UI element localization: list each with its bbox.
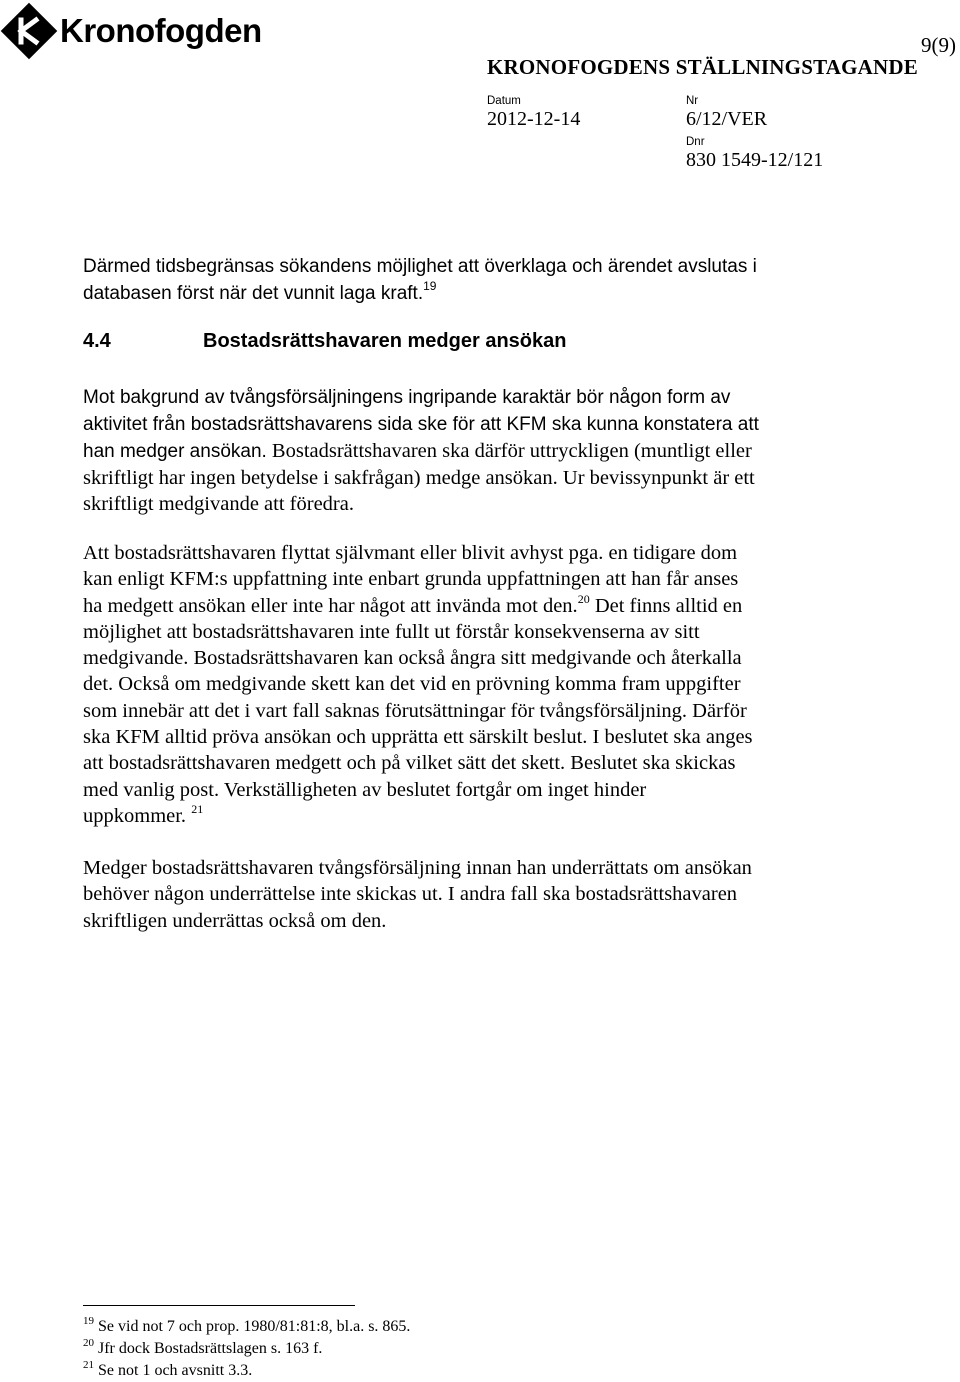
- intro-paragraph: [83, 254, 863, 307]
- text-line: att bostadsrättshavaren medgett och på vilket sätt det skett. Beslutet ska skickas: [83, 752, 736, 775]
- text-line: [83, 593, 863, 619]
- text-line: Att bostadsrättshavaren flyttat självmant eller blivit avhyst pga. en tidigare dom: [83, 542, 738, 564]
- datum-value: 2012-12-14: [487, 108, 581, 130]
- text-line-content: skriftligt har ingen betydelse i sakfrågan) medge ansökan.: [83, 466, 558, 489]
- nr-label: Nr: [686, 95, 699, 107]
- text-line: ska KFM alltid pröva ansökan och upprätta ett särskilt beslut. I beslutet ska anges: [83, 726, 753, 749]
- footnote-19: [83, 1314, 411, 1336]
- text-line: det. Också om medgivande skett kan det vid en prövning komma fram uppgifter: [83, 673, 741, 696]
- text-line: [83, 281, 863, 308]
- text-line: skriftligen underrättas också om den.: [83, 909, 387, 932]
- text-line-content: ha medgett ansökan eller inte har något att invända mot den.: [83, 594, 578, 617]
- paragraph-3: [83, 855, 863, 934]
- text-line: [83, 438, 863, 465]
- nr-value: 6/12/VER: [686, 108, 768, 130]
- text-line: skriftligt medgivande att föredra.: [83, 492, 354, 515]
- section-number: 4.4: [83, 330, 111, 352]
- text-line: [83, 803, 863, 829]
- text-line: kan enligt KFM:s uppfattning inte enbart grunda uppfattningen att han får anses: [83, 568, 739, 591]
- text-line: medgivande. Bostadsrättshavaren kan också ångra sitt medgivande och återkalla: [83, 647, 742, 670]
- footnote-number: 21: [83, 1358, 94, 1371]
- footnote-21: [83, 1358, 253, 1380]
- dnr-label: Dnr: [686, 136, 705, 148]
- text-line-content: han medger ansökan.: [83, 441, 267, 462]
- text-line-content: databasen först när det vunnit laga kraft.: [83, 282, 424, 304]
- paragraph-1: [83, 385, 863, 517]
- paragraph-2: [83, 540, 863, 829]
- text-line: som innebär att det i vart fall saknas förutsättningar för tvångsförsäljning. Därför: [83, 699, 747, 722]
- text-line-content: Ur bevissynpunkt är ett: [557, 466, 755, 489]
- footnote-ref: 21: [191, 802, 204, 817]
- text-line: Medger bostadsrättshavaren tvångsförsäljning innan han underrättats om ansökan: [83, 857, 752, 879]
- text-line: aktivitet från bostadsrättshavarens sida ske för att KFM ska kunna konstatera att: [83, 413, 759, 435]
- document-heading: KRONOFOGDENS STÄLLNINGSTAGANDE: [487, 55, 918, 79]
- text-line-content: Det finns alltid en: [589, 594, 743, 617]
- text-line: behöver någon underrättelse inte skickas ut. I andra fall ska bostadsrättshavaren: [83, 883, 738, 906]
- text-line: Mot bakgrund av tvångsförsäljningens ingripande karaktär bör någon form av: [83, 387, 731, 408]
- footnote-text: Se not 1 och avsnitt 3.3.: [98, 1362, 253, 1379]
- footnote-ref: 20: [577, 591, 590, 606]
- footnote-text: Jfr dock Bostadsrättslagen s. 163 f.: [98, 1340, 323, 1357]
- footnote-ref: 19: [423, 279, 437, 294]
- section-heading: [83, 330, 566, 353]
- text-line-content: Bostadsrättshavaren ska därför uttryckligen (muntligt eller: [266, 440, 752, 462]
- datum-label: Datum: [487, 95, 521, 107]
- diamond-logo-icon: [0, 2, 58, 60]
- footnote-number: 20: [83, 1336, 94, 1349]
- text-line-content: uppkommer.: [83, 804, 187, 827]
- footnote-text: Se vid not 7 och prop. 1980/81:81:8, bl.a. s. 865.: [98, 1318, 411, 1335]
- page-number: 9(9): [921, 33, 956, 57]
- kronofogden-logo: [0, 0, 262, 62]
- text-line: [83, 465, 863, 491]
- text-line: med vanlig post. Verkställigheten av beslutet fortgår om inget hinder: [83, 778, 647, 801]
- dnr-value: 830 1549-12/121: [686, 149, 824, 171]
- footnote-separator: [83, 1305, 355, 1306]
- logo-text: Kronofogden: [60, 12, 262, 49]
- footnote-20: [83, 1336, 323, 1358]
- text-line: Därmed tidsbegränsas sökandens möjlighet att överklaga och ärendet avslutas i: [83, 256, 757, 277]
- section-title: Bostadsrättshavaren medger ansökan: [203, 330, 567, 352]
- footnote-number: 19: [83, 1314, 94, 1327]
- text-line: möjlighet att bostadsrättshavaren inte fullt ut förstår konsekvenserna av sitt: [83, 620, 700, 643]
